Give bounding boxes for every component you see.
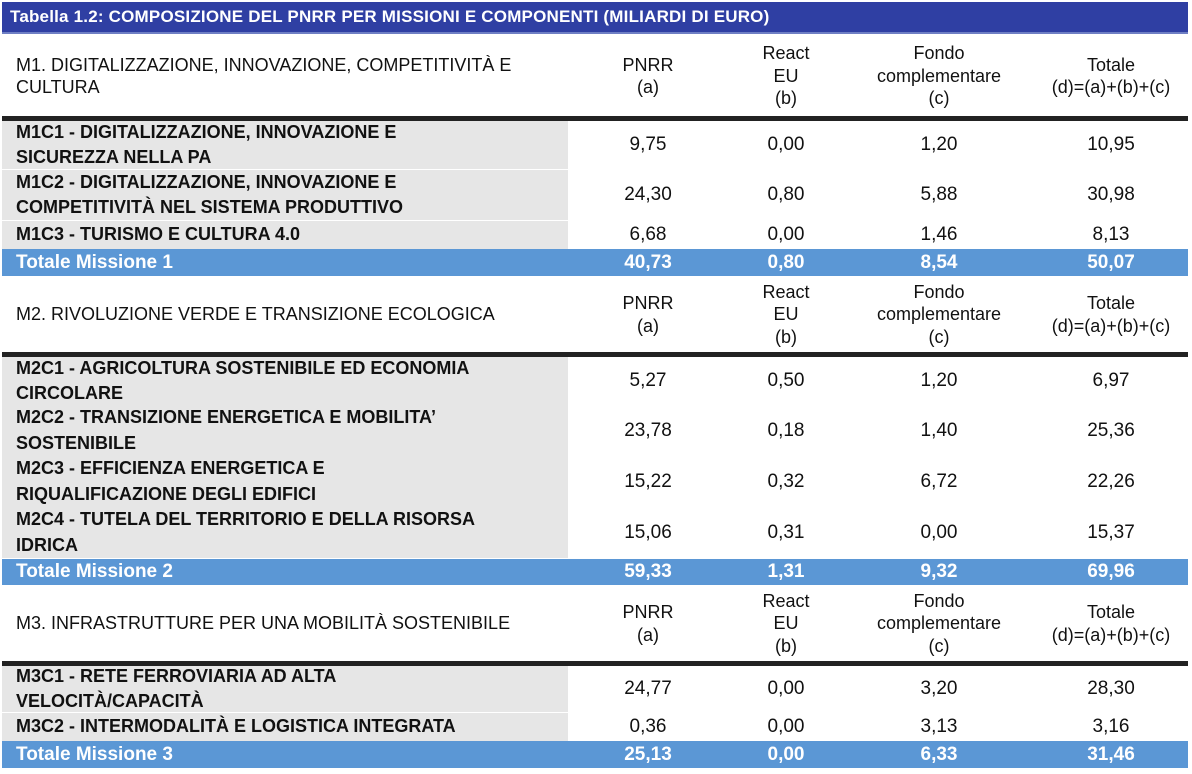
text-line: M1C1 - DIGITALIZZAZIONE, INNOVAZIONE E (16, 121, 397, 142)
value-fondo-complementare: 0,00 (920, 521, 958, 543)
text-line: M2C1 - AGRICOLTURA SOSTENIBILE ED ECONOMIA (16, 357, 470, 378)
total-totale: 69,96 (1087, 561, 1135, 582)
column-header-react (728, 585, 844, 662)
text-line: (c) (928, 326, 950, 347)
value-fondo-complementare: 3,13 (920, 716, 958, 737)
value-react-eu: 0,31 (767, 521, 805, 543)
text-line: complementare (876, 65, 1002, 86)
value-pnrr: 24,77 (624, 678, 672, 699)
component-label (2, 666, 568, 712)
text-line: (a) (636, 77, 659, 97)
column-header-pnrr-text (622, 292, 673, 337)
column-header-fondo-text (877, 281, 1001, 349)
text-line: COMPETITIVITÀ NEL SISTEMA PRODUTTIVO (16, 197, 404, 217)
title-divider (2, 32, 1188, 34)
value-fondo-complementare: 6,72 (920, 470, 958, 492)
component-label-text (16, 170, 403, 220)
value-pnrr: 24,30 (624, 184, 672, 205)
text-line: M3. INFRASTRUTTURE PER UNA MOBILITÀ SOSTENIBILE (16, 613, 511, 634)
text-line: Totale (1086, 293, 1136, 313)
value-react-eu: 0,50 (767, 370, 805, 391)
value-react-eu: 0,00 (767, 224, 805, 245)
component-label-text (16, 714, 456, 739)
value-pnrr: 6,68 (629, 224, 667, 245)
value-fondo-complementare: 3,20 (920, 678, 958, 699)
value-pnrr: 9,75 (629, 134, 667, 155)
text-line: M2C3 - EFFICIENZA ENERGETICA E (16, 458, 325, 479)
column-header-pnrr (568, 36, 728, 116)
component-row (2, 170, 1188, 220)
column-header-react (728, 36, 844, 116)
mission-header-row (2, 585, 1188, 662)
total-react-eu: 1,31 (767, 561, 805, 582)
total-pnrr: 59,33 (624, 561, 672, 582)
value-totale: 28,30 (1087, 678, 1135, 699)
total-totale: 50,07 (1087, 251, 1135, 273)
text-line: Fondo (913, 43, 965, 64)
text-line: PNRR (622, 54, 674, 75)
total-react-eu: 0,00 (767, 743, 805, 765)
value-react-eu: 0,80 (767, 184, 805, 205)
mission-header-row (2, 36, 1188, 116)
column-header-totale-text (1052, 54, 1171, 99)
column-header-fondo (844, 585, 1034, 662)
value-totale: 3,16 (1092, 716, 1130, 737)
column-header-totale-text (1052, 292, 1171, 337)
column-header-fondo-text (877, 42, 1001, 110)
column-header-pnrr (568, 276, 728, 353)
component-label (2, 170, 568, 220)
value-fondo-complementare: 1,46 (920, 224, 958, 245)
component-row (2, 357, 1188, 405)
text-line: complementare (876, 613, 1002, 634)
total-react-eu: 0,80 (767, 251, 805, 273)
value-totale: 22,26 (1087, 470, 1135, 492)
text-line: Fondo (913, 590, 965, 611)
component-label-text (16, 456, 325, 506)
column-header-fondo (844, 276, 1034, 353)
value-totale: 25,36 (1087, 419, 1135, 441)
component-row (2, 456, 1188, 507)
text-line: RIQUALIFICAZIONE DEGLI EDIFICI (16, 483, 316, 504)
column-header-pnrr (568, 585, 728, 662)
text-line: (a) (636, 315, 659, 336)
value-totale: 30,98 (1087, 184, 1135, 205)
text-line: (b) (775, 635, 797, 656)
text-line: M3C1 - RETE FERROVIARIA AD ALTA (16, 665, 337, 686)
text-line: PNRR (622, 602, 674, 622)
column-header-pnrr-text (622, 601, 673, 646)
total-pnrr: 25,13 (624, 743, 672, 765)
component-label (2, 121, 568, 169)
mission-title (2, 585, 568, 662)
column-header-fondo-text (877, 590, 1001, 658)
value-totale: 10,95 (1087, 134, 1135, 155)
value-pnrr: 15,06 (624, 521, 672, 543)
mission-title-text (16, 303, 495, 326)
text-line: M1C3 - TURISMO E CULTURA 4.0 (16, 224, 301, 245)
text-line: PNRR (622, 293, 674, 313)
text-line: M3C2 - INTERMODALITÀ E LOGISTICA INTEGRATA (16, 716, 456, 737)
text-line: (d)=(a)+(b)+(c) (1051, 315, 1171, 336)
mission-total-row (2, 249, 1188, 276)
mission-title-text (16, 612, 510, 635)
text-line: (d)=(a)+(b)+(c) (1051, 77, 1171, 97)
total-fondo-complementare: 6,33 (920, 743, 958, 765)
value-react-eu: 0,18 (767, 419, 805, 441)
value-totale: 6,97 (1092, 370, 1130, 391)
column-header-fondo (844, 36, 1034, 116)
component-row (2, 713, 1188, 741)
column-header-react-text (762, 42, 809, 110)
component-label-text (16, 120, 396, 170)
total-label: Totale Missione 1 (16, 251, 173, 273)
text-line: complementare (876, 304, 1002, 325)
text-line: (b) (775, 326, 797, 347)
total-label: Totale Missione 2 (16, 561, 173, 582)
component-row (2, 221, 1188, 249)
value-pnrr: 15,22 (624, 470, 672, 492)
text-line: React (762, 590, 810, 611)
mission-title (2, 36, 568, 116)
component-label (2, 507, 568, 558)
value-react-eu: 0,00 (767, 134, 805, 155)
total-pnrr: 40,73 (624, 251, 672, 273)
column-header-totale (1034, 276, 1188, 353)
component-label-text (16, 507, 475, 557)
component-label-text (16, 405, 436, 455)
text-line: Totale (1086, 54, 1136, 75)
text-line: SICUREZZA NELLA PA (16, 147, 212, 167)
text-line: M2. RIVOLUZIONE VERDE E TRANSIZIONE ECOLOGICA (16, 304, 495, 325)
component-label-text (16, 356, 469, 406)
text-line: Fondo (913, 281, 965, 302)
value-react-eu: 0,00 (767, 678, 805, 699)
mission-title-text (16, 54, 511, 99)
component-label-text (16, 222, 300, 247)
mission-total-row (2, 741, 1188, 768)
text-line: (d)=(a)+(b)+(c) (1051, 624, 1171, 645)
text-line: (a) (636, 624, 659, 645)
value-fondo-complementare: 5,88 (920, 184, 958, 205)
column-header-totale-text (1052, 601, 1171, 646)
total-totale: 31,46 (1087, 743, 1135, 765)
value-pnrr: 0,36 (629, 716, 667, 737)
value-react-eu: 0,00 (767, 716, 805, 737)
component-row (2, 121, 1188, 169)
value-react-eu: 0,32 (767, 470, 805, 492)
total-fondo-complementare: 8,54 (920, 251, 958, 273)
component-label (2, 221, 568, 249)
text-line: M1C2 - DIGITALIZZAZIONE, INNOVAZIONE E (16, 171, 397, 192)
text-line: Totale (1086, 602, 1136, 622)
text-line: EU (773, 613, 799, 634)
column-header-totale (1034, 585, 1188, 662)
mission-total-row (2, 559, 1188, 585)
column-header-totale (1034, 36, 1188, 116)
component-label (2, 456, 568, 507)
text-line: EU (773, 304, 799, 325)
table-title: Tabella 1.2: COMPOSIZIONE DEL PNRR PER MISSIONI E COMPONENTI (MILIARDI DI EURO) (2, 2, 1188, 32)
value-pnrr: 5,27 (629, 370, 667, 391)
component-row (2, 507, 1188, 558)
component-label (2, 713, 568, 741)
text-line: (b) (775, 88, 797, 109)
component-label (2, 405, 568, 456)
component-label (2, 357, 568, 405)
column-header-react (728, 276, 844, 353)
total-label: Totale Missione 3 (16, 743, 173, 765)
text-line: CIRCOLARE (16, 383, 123, 403)
component-label-text (16, 664, 336, 714)
text-line: EU (773, 65, 799, 86)
value-pnrr: 23,78 (624, 419, 672, 441)
column-header-react-text (762, 590, 809, 658)
text-line: CULTURA (16, 77, 100, 97)
value-fondo-complementare: 1,40 (920, 419, 958, 441)
text-line: IDRICA (16, 534, 78, 555)
value-totale: 15,37 (1087, 521, 1135, 543)
column-header-pnrr-text (622, 54, 673, 99)
component-row (2, 666, 1188, 712)
column-header-react-text (762, 281, 809, 349)
component-row (2, 405, 1188, 456)
text-line: M1. DIGITALIZZAZIONE, INNOVAZIONE, COMPETITIVITÀ E (16, 54, 512, 75)
mission-title (2, 276, 568, 353)
text-line: (c) (928, 88, 950, 109)
total-fondo-complementare: 9,32 (920, 561, 958, 582)
text-line: React (762, 281, 810, 302)
text-line: React (762, 43, 810, 64)
value-totale: 8,13 (1092, 224, 1130, 245)
value-fondo-complementare: 1,20 (920, 134, 958, 155)
text-line: M2C4 - TUTELA DEL TERRITORIO E DELLA RISORSA (16, 509, 476, 530)
text-line: (c) (928, 635, 950, 656)
value-fondo-complementare: 1,20 (920, 370, 958, 391)
text-line: VELOCITÀ/CAPACITÀ (16, 691, 204, 711)
text-line: SOSTENIBILE (16, 432, 137, 453)
mission-header-row (2, 276, 1188, 353)
text-line: M2C2 - TRANSIZIONE ENERGETICA E MOBILITA’ (16, 407, 437, 428)
